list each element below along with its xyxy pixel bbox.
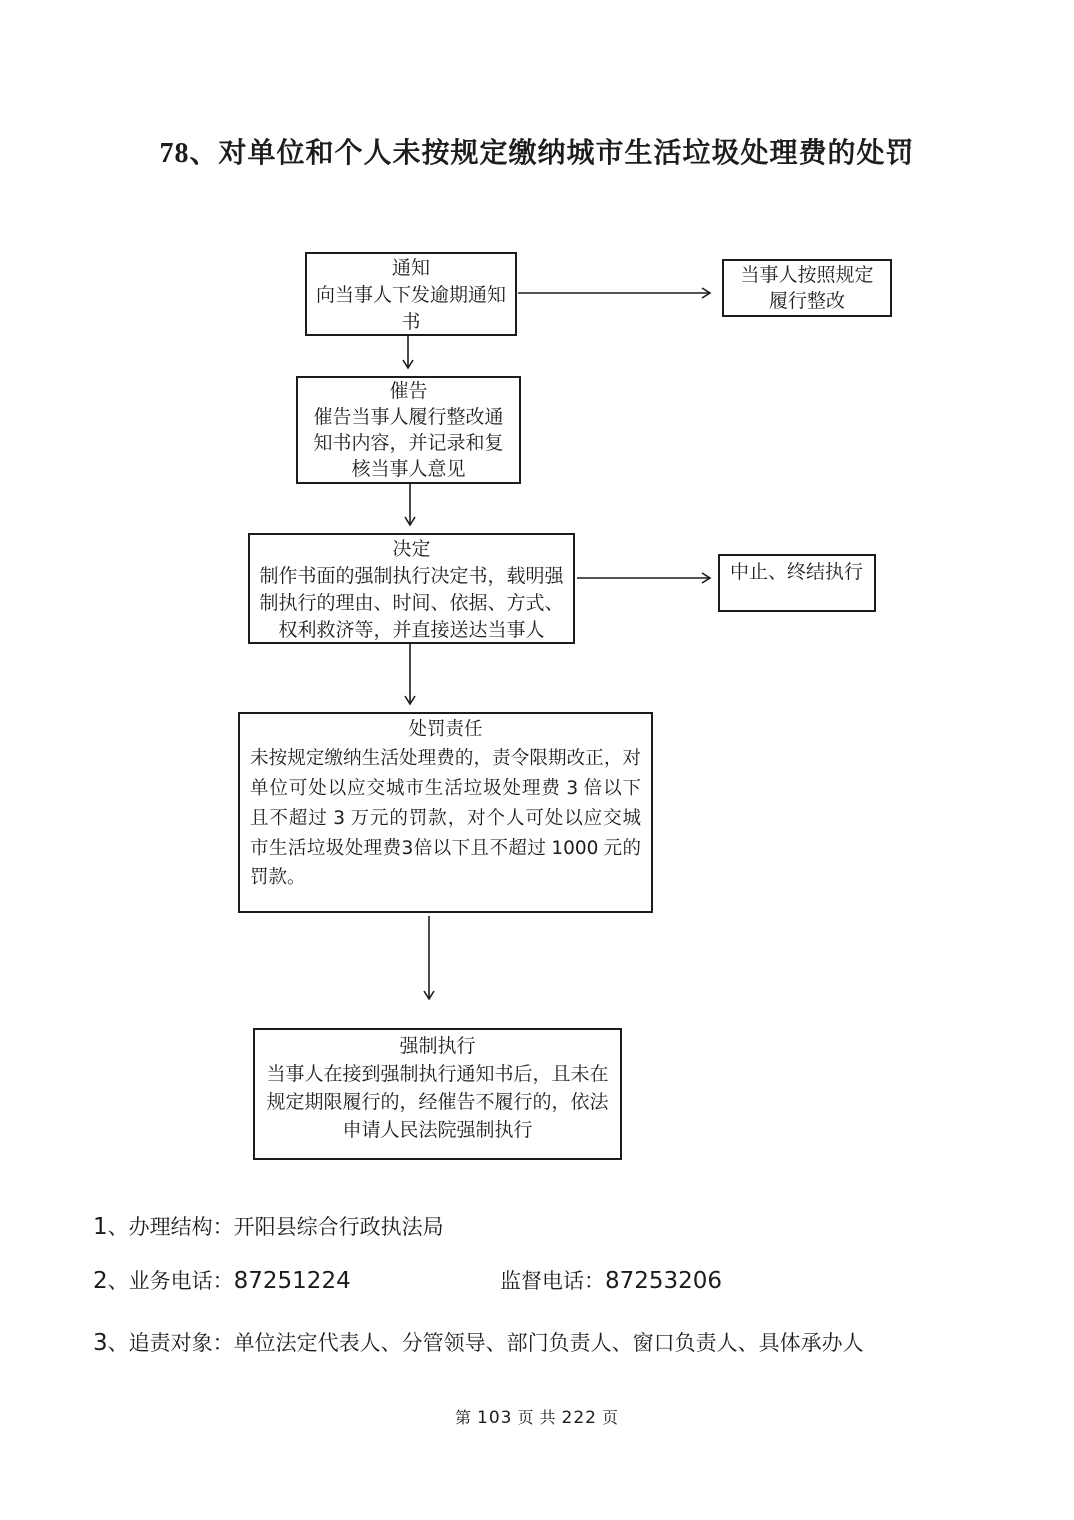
page-title: 78、对单位和个人未按规定缴纳城市生活垃圾处理费的处罚: [159, 138, 915, 169]
terminate-box-text: 中止、终结执行: [730, 562, 864, 583]
notice-box-title: 通知: [391, 258, 430, 279]
info-line-supervision-phone: 监督电话：87253206: [500, 1268, 723, 1294]
urge-box-body: 催告当事人履行整改通知书内容，并记录和复核当事人意见: [313, 407, 504, 480]
notice-box-body: 向当事人下发逾期通知书: [315, 285, 506, 333]
info-line-business-phone: 2、业务电话：87251224: [93, 1268, 351, 1294]
urge-box: [296, 376, 521, 484]
urge-box-title: 催告: [389, 381, 428, 402]
enforce-box: [253, 1028, 622, 1160]
enforce-box-title: 强制执行: [399, 1036, 476, 1057]
decision-box-body: 制作书面的强制执行决定书，载明强制执行的理由、时间、依据、方式、权利救济等，并直接送达当事人: [259, 566, 564, 641]
decision-box: [248, 533, 575, 644]
penalty-box-title: 处罚责任: [408, 720, 483, 740]
penalty-box: [238, 712, 653, 913]
page-number-footer: 第 103 页 共 222 页: [455, 1408, 619, 1428]
penalty-box-body: 未按规定缴纳生活处理费的，责令限期改正，对单位可处以应交城市生活垃圾处理费 3 倍以下且不超过 3 万元的罚款，对个人可处以应交城市生活垃圾处理费3倍以下且不超过 1000 元的罚款。: [250, 749, 641, 888]
rectify-box-text: 当事人按照规定履行整改: [740, 265, 874, 312]
terminate-box: [718, 554, 876, 612]
enforce-box-body: 当事人在接到强制执行通知书后，且未在规定期限履行的，经催告不履行的，依法申请人民法院强制执行: [266, 1064, 609, 1141]
notice-box: [305, 252, 517, 336]
info-line-agency: 1、办理结构：开阳县综合行政执法局: [93, 1214, 444, 1240]
decision-box-title: 决定: [392, 539, 431, 560]
rectify-box: [722, 259, 892, 317]
info-line-accountability: 3、追责对象：单位法定代表人、分管领导、部门负责人、窗口负责人、具体承办人: [93, 1330, 864, 1356]
